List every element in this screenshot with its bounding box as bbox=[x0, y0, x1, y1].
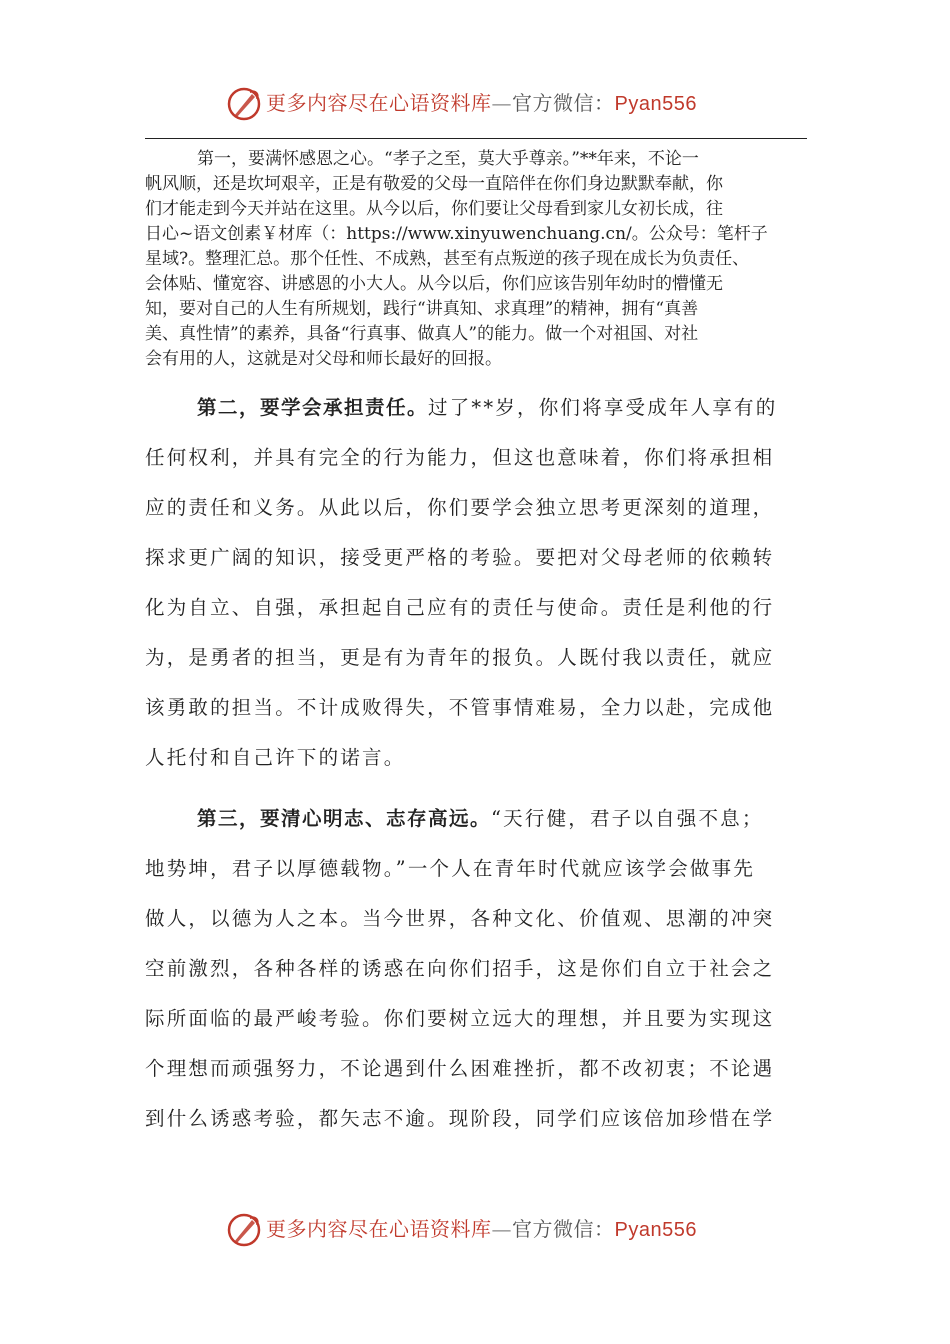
text-line: 会有用的人，这就是对父母和师长最好的回报。 bbox=[145, 349, 502, 369]
paragraph-ambition bbox=[145, 794, 807, 1144]
text-line: 做人，以德为人之本。当今世界，各种文化、价值观、思潮的冲突 bbox=[145, 907, 775, 930]
banner-wechat-id: Pyan556 bbox=[614, 93, 697, 115]
text-line: 化为自立、自强，承担起自己应有的责任与使命。责任是利他的行 bbox=[145, 596, 775, 619]
text-line: 探求更广阔的知识，接受更严格的考验。要把对父母老师的依赖转 bbox=[145, 546, 775, 569]
paragraph-responsibility bbox=[145, 383, 807, 783]
text-line: 任何权利，并具有完全的行为能力，但这也意味着，你们将承担相 bbox=[145, 446, 775, 469]
text-line: 该勇敢的担当。不计成败得失，不管事情难易，全力以赴，完成他 bbox=[145, 696, 775, 719]
footer-banner bbox=[0, 1208, 950, 1252]
heading-line-rest: “天行健，君子以自强不息； bbox=[491, 807, 764, 830]
text-line: 星域?。整理汇总。那个任性、不成熟，甚至有点叛逆的孩子现在成长为负责任、 bbox=[145, 249, 750, 269]
banner-title: 更多内容尽在心语资料库 bbox=[266, 1217, 492, 1241]
quill-pen-logo-icon bbox=[226, 86, 262, 122]
banner-wechat-id: Pyan556 bbox=[614, 1219, 697, 1241]
text-line: 个理想而顽强努力，不论遇到什么困难挫折，都不改初衷；不论遇 bbox=[145, 1057, 775, 1080]
text-line: 美、真性情”的素养，具备“行真事、做真人”的能力。做一个对祖国、对社 bbox=[145, 324, 699, 344]
banner-text bbox=[266, 1215, 697, 1244]
text-line: 际所面临的最严峻考验。你们要树立远大的理想，并且要为实现这 bbox=[145, 1007, 775, 1030]
text-line: 地势坤，君子以厚德载物。”一个人在青年时代就应该学会做事先 bbox=[145, 857, 756, 880]
banner-separator: — bbox=[491, 1217, 512, 1241]
text-line: 帆风顺，还是坎坷艰辛，正是有敬爱的父母一直陪伴在你们身边默默奉献，你 bbox=[145, 174, 723, 194]
paragraph-heading: 第二，要学会承担责任。 bbox=[197, 396, 429, 419]
banner-wechat-label: 官方微信： bbox=[512, 91, 615, 115]
text-line: 日心~语文创素￥材库（：https://www.xinyuwenchuang.cn/。公众号：笔杆子 bbox=[145, 224, 768, 244]
text-line: 人托付和自己许下的诺言。 bbox=[145, 746, 406, 769]
text-line: 为，是勇者的担当，更是有为青年的报负。人既付我以责任，就应 bbox=[145, 646, 775, 669]
paragraph-gratitude bbox=[145, 147, 807, 372]
text-line: 会体贴、懂宽容、讲感恩的小大人。从今以后，你们应该告别年幼时的懵懂无 bbox=[145, 274, 723, 294]
banner-text bbox=[266, 89, 697, 118]
text-line: 们才能走到今天并站在这里。从今以后，你们要让父母看到家儿女初长成，往 bbox=[145, 199, 723, 219]
banner-wechat-label: 官方微信： bbox=[512, 1217, 615, 1241]
banner-separator: — bbox=[491, 91, 512, 115]
text-line bbox=[145, 794, 807, 844]
quill-pen-logo-icon bbox=[226, 1212, 262, 1248]
text-line: 第一，要满怀感恩之心。“孝子之至，莫大乎尊亲。”**年来，不论一 bbox=[197, 149, 699, 169]
header-divider bbox=[145, 138, 807, 139]
heading-line-rest: 过了**岁，你们将享受成年人享有的 bbox=[428, 396, 778, 419]
paragraph-heading: 第三，要清心明志、志存高远。 bbox=[197, 807, 492, 830]
banner-title: 更多内容尽在心语资料库 bbox=[266, 91, 492, 115]
text-line bbox=[145, 383, 807, 433]
text-line: 到什么诱惑考验，都矢志不逾。现阶段，同学们应该倍加珍惜在学 bbox=[145, 1107, 775, 1130]
header-banner bbox=[0, 82, 950, 126]
text-line: 知，要对自己的人生有所规划，践行“讲真知、求真理”的精神，拥有“真善 bbox=[145, 299, 699, 319]
text-line: 应的责任和义务。从此以后，你们要学会独立思考更深刻的道理， bbox=[145, 496, 775, 519]
text-line: 空前激烈，各种各样的诱惑在向你们招手，这是你们自立于社会之 bbox=[145, 957, 775, 980]
